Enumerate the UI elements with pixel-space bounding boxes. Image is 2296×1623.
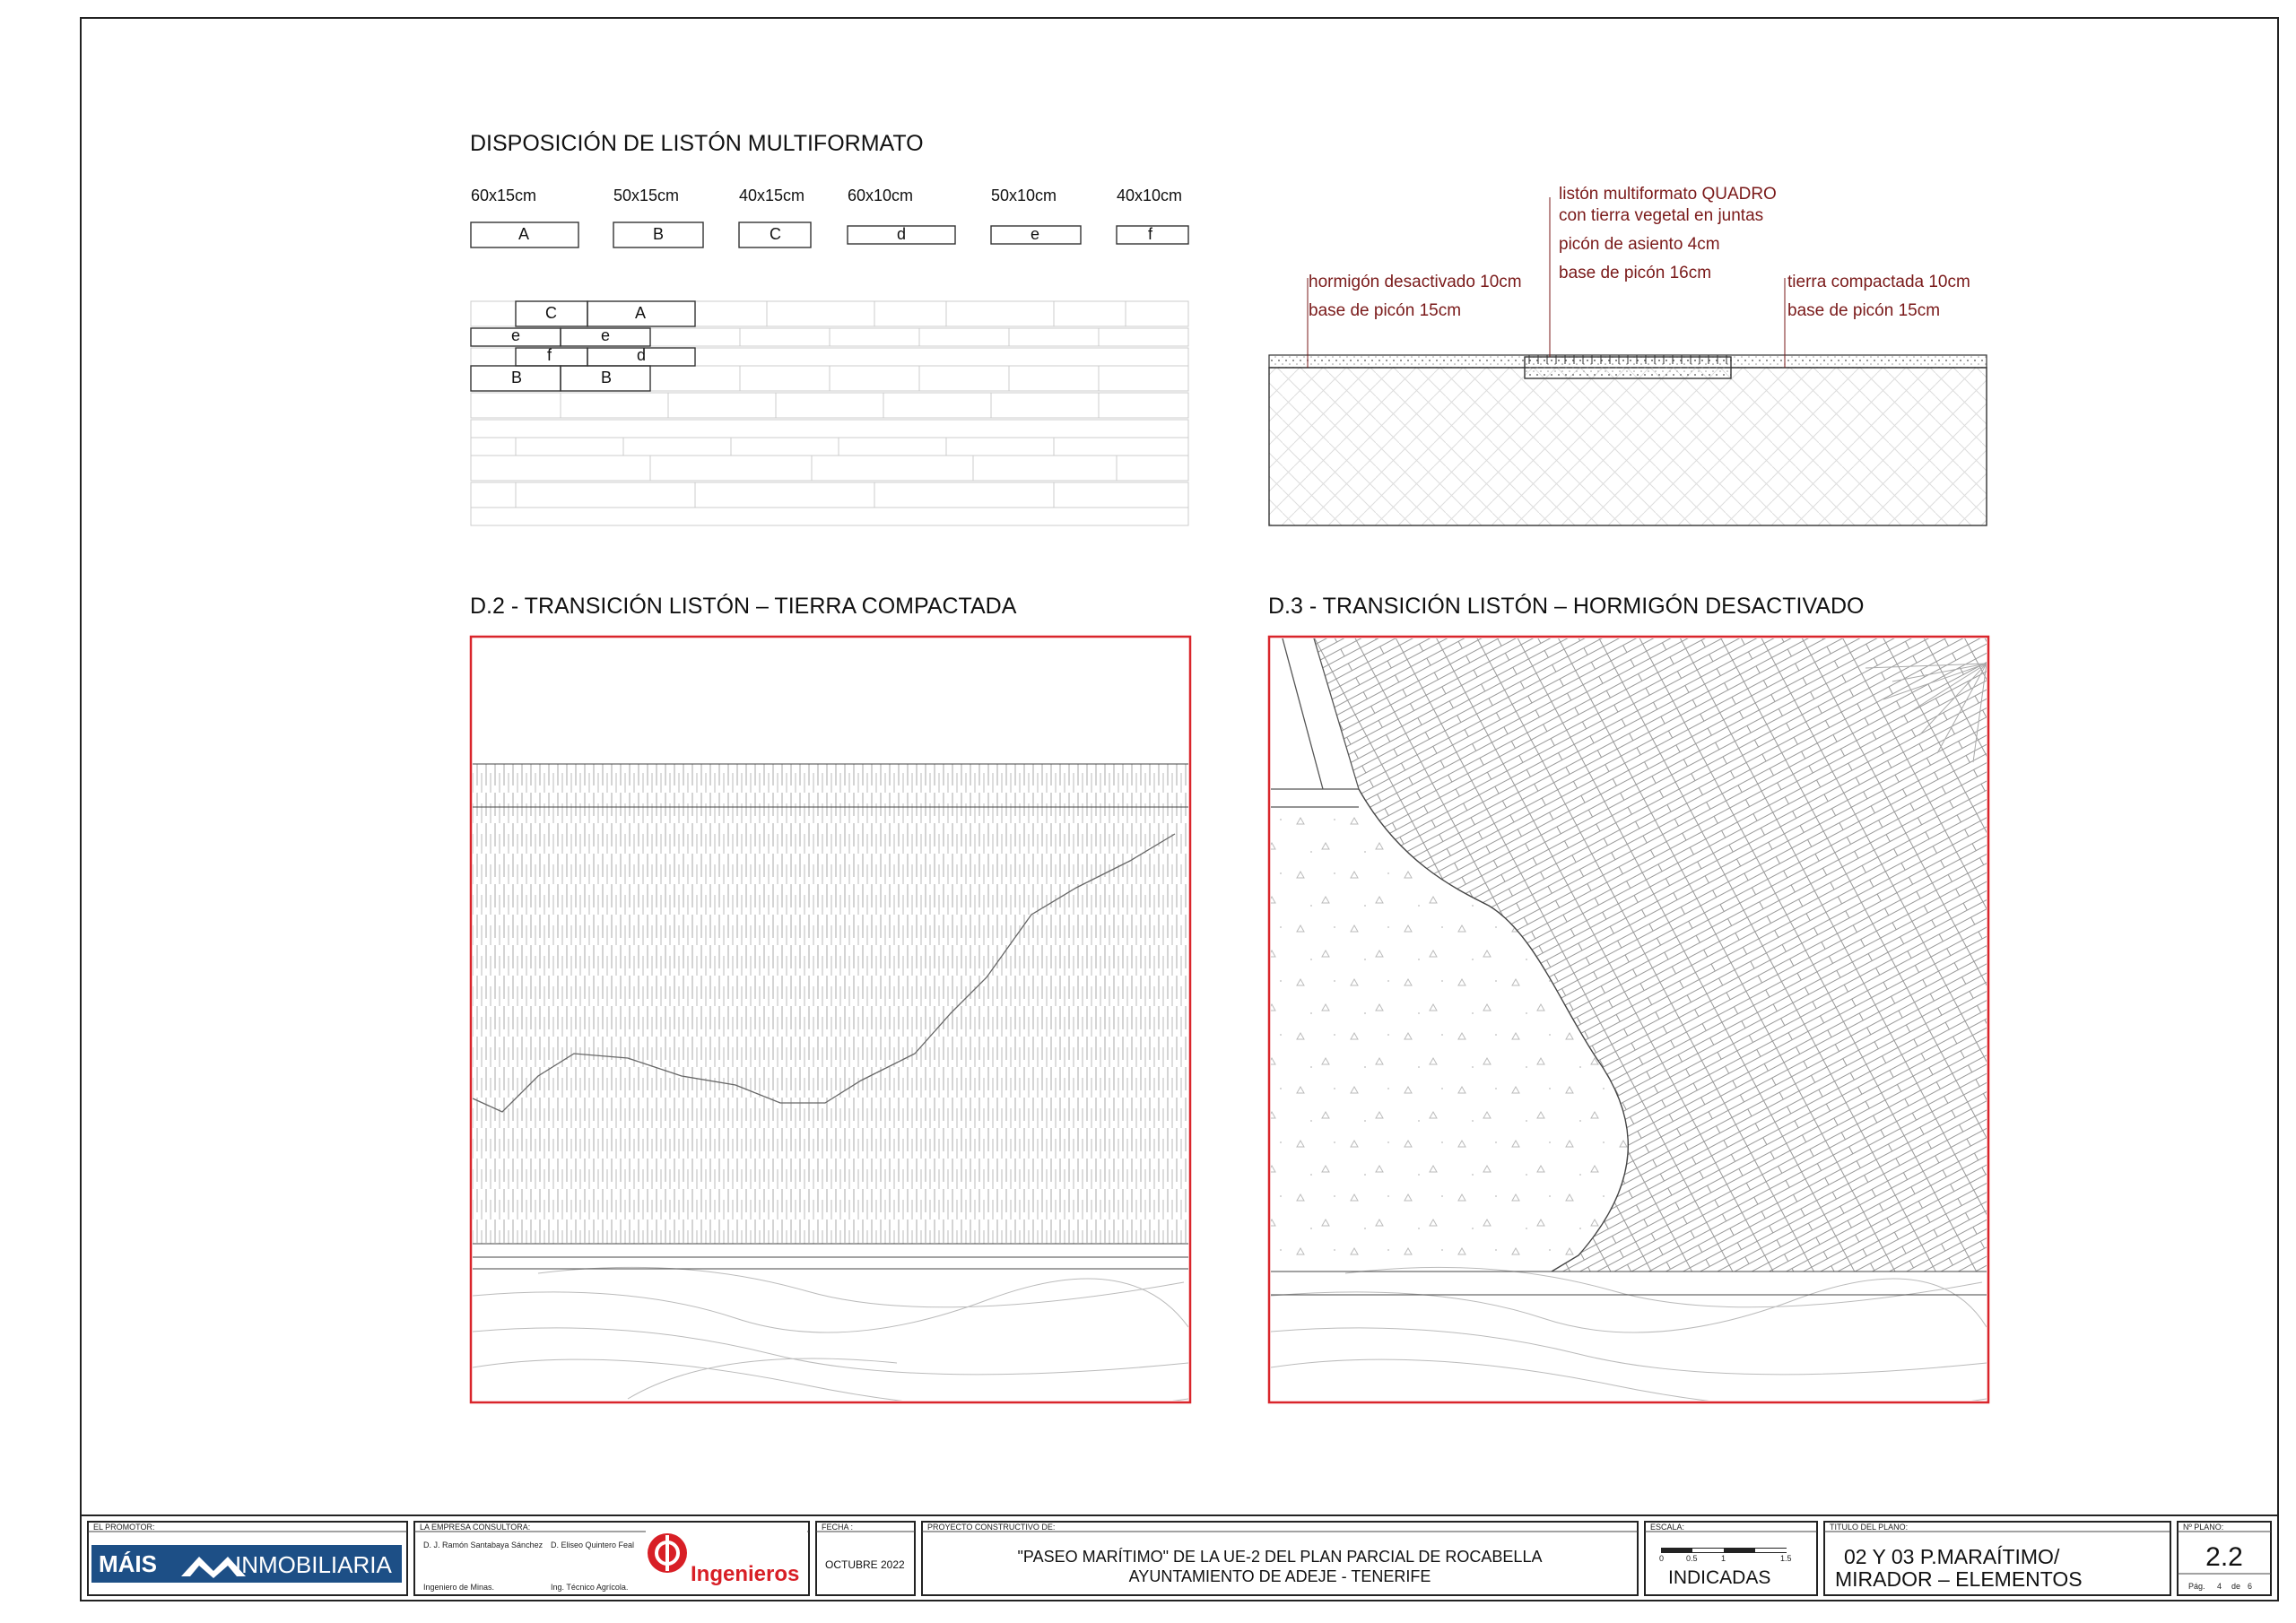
page-number: 4 — [2217, 1582, 2222, 1591]
format-size-c: 40x15cm — [739, 187, 805, 204]
format-boxes — [471, 222, 1188, 247]
pattern-label: B — [511, 369, 523, 386]
person1-title: Ingeniero de Minas. — [423, 1583, 495, 1592]
format-code-e: e — [1031, 225, 1040, 243]
promotor-label: EL PROMOTOR: — [93, 1523, 155, 1532]
detail-d3 — [1269, 637, 1988, 1410]
fecha-value: OCTUBRE 2022 — [825, 1558, 905, 1571]
pattern-label: A — [635, 304, 647, 322]
format-size-f: 40x10cm — [1117, 187, 1183, 204]
scale-tick: 1 — [1721, 1554, 1726, 1563]
pattern-label: C — [545, 304, 557, 322]
label-liston-juntas: con tierra vegetal en juntas — [1559, 206, 1764, 225]
detail-d3-title: D.3 - TRANSICIÓN LISTÓN – HORMIGÓN DESACTIVADO — [1268, 594, 1865, 619]
titulo-line-2: MIRADOR – ELEMENTOS — [1835, 1567, 2083, 1591]
label-picon-asiento: picón de asiento 4cm — [1559, 235, 1720, 254]
label-base-picon-15-left: base de picón 15cm — [1309, 301, 1462, 320]
label-tierra: tierra compactada 10cm — [1787, 273, 1970, 291]
promotor-logo-text: MÁIS — [99, 1550, 157, 1577]
label-base-picon-16: base de picón 16cm — [1559, 264, 1712, 282]
format-code-a: A — [518, 225, 530, 243]
label-hormigon: hormigón desactivado 10cm — [1309, 273, 1522, 291]
label-base-picon-15-right: base de picón 15cm — [1787, 301, 1941, 320]
pattern-grid — [471, 301, 1188, 525]
scale-tick: 1.5 — [1780, 1554, 1792, 1563]
escala-value: INDICADAS — [1668, 1567, 1771, 1588]
titulo-label: TITULO DEL PLANO: — [1830, 1523, 1909, 1532]
format-size-b: 50x15cm — [613, 187, 680, 204]
promotor-logo-text-2: INMOBILIARIA — [235, 1551, 392, 1578]
titulo-line-1: 02 Y 03 P.MARAÍTIMO/ — [1844, 1545, 2060, 1568]
person1-name: D. J. Ramón Santabaya Sánchez — [423, 1541, 544, 1549]
label-liston: listón multiformato QUADRO — [1559, 185, 1777, 204]
detail-d2-title: D.2 - TRANSICIÓN LISTÓN – TIERRA COMPACTADA — [470, 594, 1017, 619]
person2-name: D. Eliseo Quintero Feal — [551, 1541, 635, 1549]
fecha-label: FECHA : — [822, 1523, 854, 1532]
page-prefix: Pág. — [2188, 1582, 2205, 1591]
format-size-e: 50x10cm — [991, 187, 1057, 204]
detail-d2 — [471, 637, 1190, 1410]
scale-tick: 0 — [1659, 1554, 1665, 1563]
format-code-d: d — [897, 225, 907, 243]
format-size-a: 60x15cm — [471, 187, 537, 204]
pattern-label: f — [547, 346, 552, 364]
company-logo-text: Ingenieros — [691, 1562, 800, 1586]
proyecto-label: PROYECTO CONSTRUCTIVO DE: — [927, 1523, 1056, 1532]
format-size-d: 60x10cm — [848, 187, 914, 204]
escala-label: ESCALA: — [1650, 1523, 1685, 1532]
proyecto-line-2: AYUNTAMIENTO DE ADEJE - TENERIFE — [1128, 1567, 1431, 1585]
plano-number: 2.2 — [2205, 1542, 2243, 1572]
format-code-c: C — [770, 225, 781, 243]
pattern-label: d — [637, 346, 647, 364]
scale-tick: 0.5 — [1686, 1554, 1698, 1563]
page-of: de — [2231, 1582, 2241, 1591]
pattern-label: e — [511, 326, 521, 344]
plano-label: Nº PLANO: — [2183, 1523, 2224, 1532]
format-code-b: B — [653, 225, 665, 243]
consultora-label: LA EMPRESA CONSULTORA: — [420, 1523, 531, 1532]
proyecto-line-1: "PASEO MARÍTIMO" DE LA UE-2 DEL PLAN PARCIAL DE ROCABELLA — [1017, 1548, 1543, 1566]
main-title: DISPOSICIÓN DE LISTÓN MULTIFORMATO — [470, 131, 924, 156]
pattern-label: B — [601, 369, 613, 386]
person2-title: Ing. Técnico Agrícola. — [551, 1583, 629, 1592]
pattern-label: e — [601, 326, 611, 344]
format-code-f: f — [1148, 225, 1153, 243]
page-total: 6 — [2248, 1582, 2253, 1591]
